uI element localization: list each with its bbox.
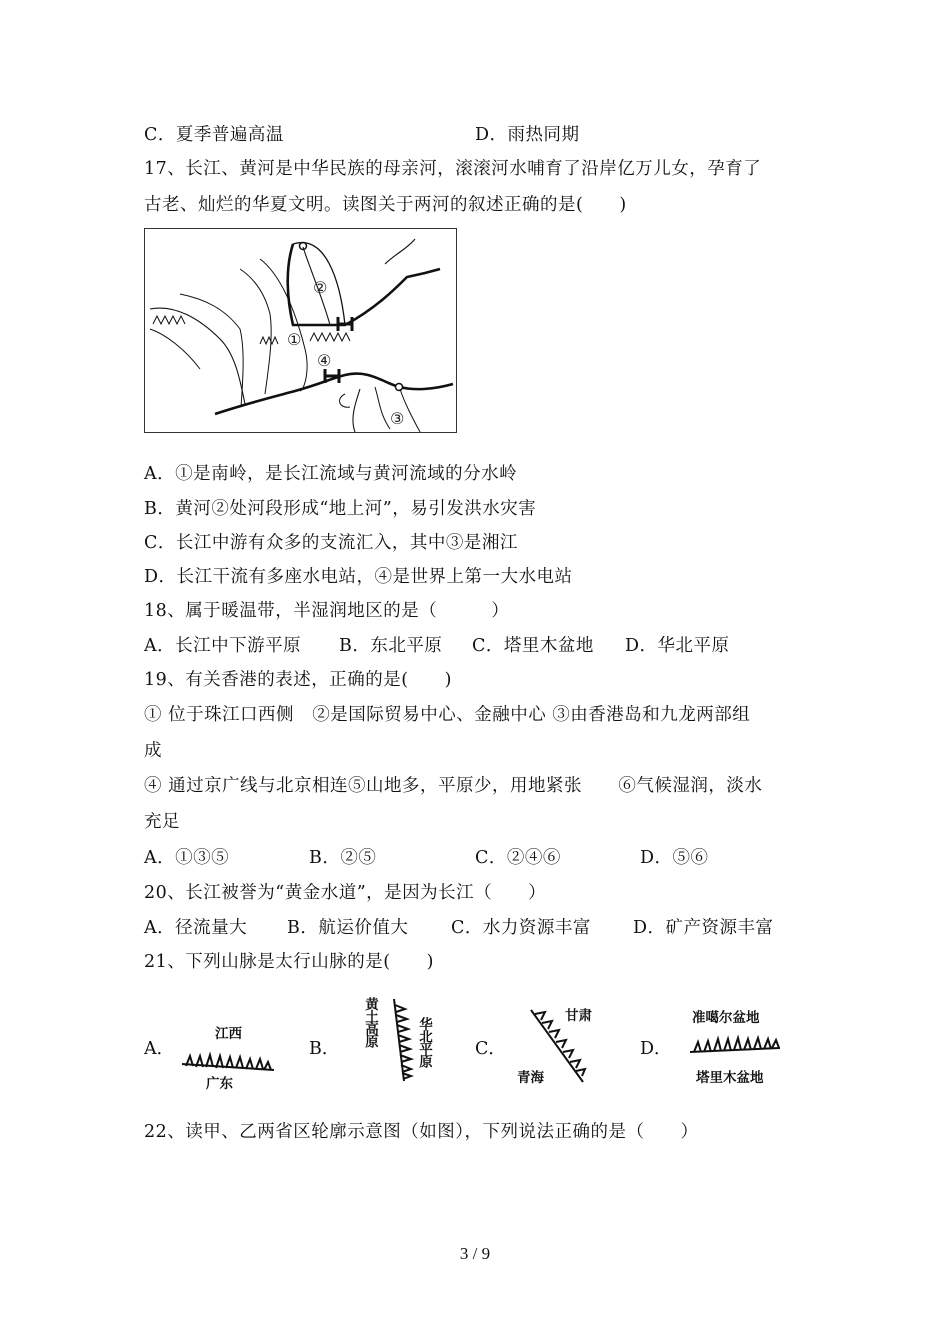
q18-option-b: B．东北平原 bbox=[339, 636, 443, 656]
q17-option-d: D．长江干流有多座水电站，④是世界上第一大水电站 bbox=[144, 567, 573, 587]
q19-stem: 19、有关香港的表述，正确的是( ) bbox=[144, 670, 452, 690]
q21-option-b-mountain bbox=[360, 995, 440, 1087]
q19-option-d: D．⑤⑥ bbox=[640, 848, 709, 868]
q18-stem: 18、属于暖温带，半湿润地区的是（ ） bbox=[144, 601, 510, 621]
q19-statement-line3: ④ 通过京广线与北京相连⑤山地多，平原少，用地紧张 ⑥气候湿润，淡水 bbox=[144, 776, 763, 796]
q17-stem-line1: 17、长江、黄河是中华民族的母亲河，滚滚河水哺育了沿岸亿万儿女，孕育了 bbox=[144, 159, 762, 179]
map-label-3: ③ bbox=[390, 409, 405, 428]
yangtze-yellow-river-map bbox=[144, 228, 457, 433]
mountain-range-icon bbox=[380, 995, 420, 1085]
q18-option-a: A．长江中下游平原 bbox=[144, 636, 302, 656]
q19-option-b: B．②⑤ bbox=[309, 848, 377, 868]
q19-statement-line1: ① 位于珠江口西侧 ②是国际贸易中心、金融中心 ③由香港岛和九龙两部组 bbox=[144, 705, 751, 725]
q21-a-top-label: 江西 bbox=[215, 1026, 242, 1042]
map-label-2: ② bbox=[313, 278, 328, 297]
q22-stem: 22、读甲、乙两省区轮廓示意图（如图），下列说法正确的是（ ） bbox=[144, 1122, 699, 1142]
q19-statement-line4: 充足 bbox=[144, 812, 180, 832]
q17-stem-line2: 古老、灿烂的华夏文明。读图关于两河的叙述正确的是( ) bbox=[144, 195, 627, 215]
q18-option-d: D．华北平原 bbox=[625, 636, 730, 656]
q21-option-d-letter: D． bbox=[640, 1039, 672, 1059]
q21-d-bottom-label: 塔里木盆地 bbox=[696, 1070, 764, 1086]
map-label-1: ① bbox=[287, 330, 302, 349]
q20-option-c: C．水力资源丰富 bbox=[451, 918, 591, 938]
q21-b-left-label: 黄土高原 bbox=[362, 997, 378, 1047]
page-number: 3 / 9 bbox=[459, 1244, 491, 1263]
q21-option-c-mountain bbox=[515, 1000, 605, 1088]
yangtze-river-line bbox=[215, 374, 453, 414]
q16-option-c: C．夏季普遍高温 bbox=[144, 125, 284, 145]
q17-option-a: A．①是南岭，是长江流域与黄河流域的分水岭 bbox=[144, 464, 518, 484]
q20-stem: 20、长江被誉为“黄金水道”，是因为长江（ ） bbox=[144, 883, 547, 903]
q21-c-bottom-label: 青海 bbox=[517, 1070, 544, 1086]
q20-option-b: B．航运价值大 bbox=[287, 918, 409, 938]
q21-c-top-label: 甘肃 bbox=[565, 1008, 592, 1024]
q17-option-b: B．黄河②处河段形成“地上河”，易引发洪水灾害 bbox=[144, 499, 537, 519]
q18-option-c: C．塔里木盆地 bbox=[472, 636, 594, 656]
river-map-svg bbox=[145, 229, 456, 432]
q21-a-bottom-label: 广东 bbox=[206, 1076, 233, 1092]
q21-d-top-label: 准噶尔盆地 bbox=[692, 1010, 760, 1026]
q16-option-d: D．雨热同期 bbox=[475, 125, 580, 145]
q21-option-a-letter: A． bbox=[144, 1039, 175, 1059]
dam-icon-yellow bbox=[338, 317, 352, 331]
q21-stem: 21、下列山脉是太行山脉的是( ) bbox=[144, 952, 434, 972]
q17-option-c: C．长江中游有众多的支流汇入，其中③是湘江 bbox=[144, 533, 518, 553]
mountain-range-icon bbox=[686, 1028, 782, 1062]
q20-option-a: A．径流量大 bbox=[144, 918, 248, 938]
map-label-4: ④ bbox=[317, 351, 332, 370]
q21-option-d-mountain bbox=[686, 1002, 786, 1088]
q21-option-a-mountain bbox=[178, 1018, 278, 1090]
yellow-river-line bbox=[288, 244, 440, 325]
q20-option-d: D．矿产资源丰富 bbox=[633, 918, 774, 938]
q19-statement-line2: 成 bbox=[144, 741, 162, 761]
q21-option-b-letter: B． bbox=[309, 1039, 340, 1059]
q19-option-a: A．①③⑤ bbox=[144, 848, 230, 868]
mountain-symbols bbox=[153, 316, 350, 344]
q21-b-right-label: 华北平原 bbox=[416, 1017, 432, 1067]
q21-option-c-letter: C． bbox=[475, 1039, 506, 1059]
q19-option-c: C．②④⑥ bbox=[475, 848, 561, 868]
